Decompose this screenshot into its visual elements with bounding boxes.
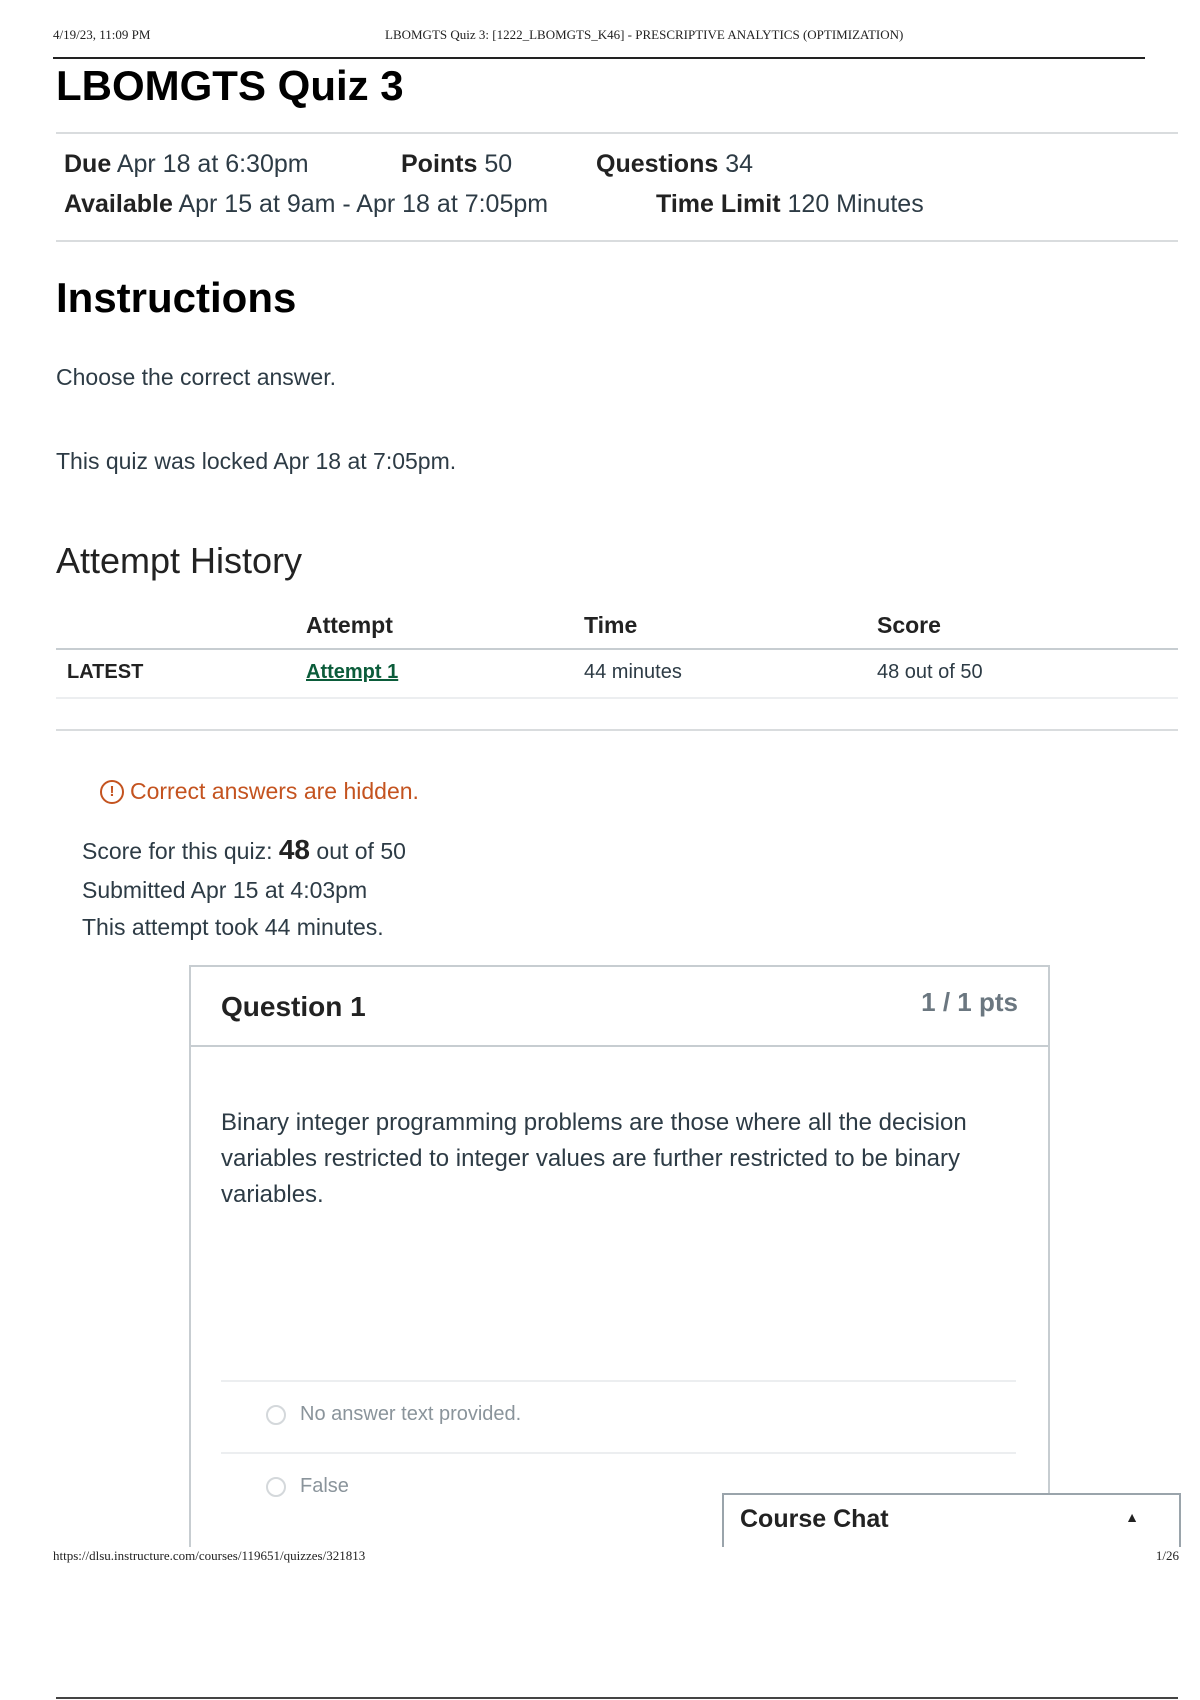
- time-limit-detail: [656, 190, 924, 219]
- radio-button-icon[interactable]: [266, 1477, 286, 1497]
- attempt-time: 44 minutes: [584, 661, 682, 683]
- table-row-rule: [56, 697, 1178, 699]
- question-title: Question 1: [221, 991, 366, 1022]
- submitted-text: Submitted Apr 15 at 4:03pm: [82, 877, 368, 903]
- print-doc-title: LBOMGTS Quiz 3: [1222_LBOMGTS_K46] - PRESCRIPTIVE ANALYTICS (OPTIMIZATION): [385, 27, 904, 42]
- print-header: [53, 27, 1145, 59]
- column-header-time: Time: [584, 612, 638, 638]
- questions-label: Questions: [596, 150, 719, 178]
- points-value: 50: [484, 150, 513, 178]
- answer-label: No answer text provided.: [300, 1403, 522, 1425]
- divider: [56, 240, 1178, 242]
- page-title: LBOMGTS Quiz 3: [56, 62, 404, 109]
- answer-divider: [221, 1380, 1016, 1382]
- instructions-text: Choose the correct answer.: [56, 364, 336, 390]
- available-label: Available: [64, 190, 173, 218]
- score-prefix: Score for this quiz:: [82, 838, 273, 864]
- latest-label: LATEST: [67, 661, 144, 683]
- questions-value: 34: [725, 150, 754, 178]
- question-header: [191, 967, 1048, 1047]
- due-label: Due: [64, 150, 112, 178]
- caret-up-icon[interactable]: ▲: [1125, 1509, 1139, 1525]
- radio-button-icon[interactable]: [266, 1405, 286, 1425]
- quiz-score: [82, 834, 406, 866]
- score-value: 48: [278, 834, 311, 865]
- course-chat-label: Course Chat: [740, 1505, 889, 1533]
- table-header-rule: [56, 648, 1178, 650]
- question-text: Binary integer programming problems are those where all the decision variables restricted to integer values are further restricted to be binary variables.: [221, 1109, 967, 1208]
- quiz-details-row-1: [64, 150, 309, 179]
- print-page-number: 1/26: [1155, 1548, 1179, 1563]
- divider: [56, 132, 1178, 134]
- answer-option[interactable]: [266, 1475, 349, 1498]
- notice-text: Correct answers are hidden.: [130, 778, 419, 804]
- locked-text: This quiz was locked Apr 18 at 7:05pm.: [56, 448, 457, 474]
- print-url: https://dlsu.instructure.com/courses/119651/quizzes/321813: [53, 1548, 366, 1563]
- column-header-score: Score: [877, 612, 941, 638]
- divider: [56, 729, 1178, 731]
- question-points: 1 / 1 pts: [921, 987, 1018, 1017]
- answer-option[interactable]: [266, 1403, 521, 1426]
- questions-detail: [596, 150, 753, 179]
- duration-text: This attempt took 44 minutes.: [82, 914, 384, 940]
- column-header-attempt: Attempt: [306, 612, 393, 638]
- available-detail: [64, 190, 548, 219]
- course-chat-bar[interactable]: [722, 1493, 1181, 1547]
- instructions-heading: Instructions: [56, 274, 297, 321]
- answer-divider: [221, 1452, 1016, 1454]
- attempt-history-heading: Attempt History: [56, 540, 303, 581]
- print-date: 4/19/23, 11:09 PM: [53, 27, 151, 42]
- score-suffix: out of 50: [316, 838, 406, 864]
- attempt-score: 48 out of 50: [877, 661, 983, 683]
- bottom-rule: [56, 1697, 1178, 1699]
- question-card: [189, 965, 1050, 1547]
- answer-label: False: [300, 1475, 349, 1497]
- hidden-answers-notice: [100, 778, 419, 805]
- points-detail: [401, 150, 512, 179]
- available-value: Apr 15 at 9am - Apr 18 at 7:05pm: [178, 190, 549, 218]
- due-value: Apr 18 at 6:30pm: [116, 150, 309, 178]
- time-limit-label: Time Limit: [656, 190, 781, 218]
- points-label: Points: [401, 150, 478, 178]
- attempt-1-link[interactable]: Attempt 1: [306, 661, 399, 683]
- warning-icon: !: [100, 780, 124, 804]
- time-limit-value: 120 Minutes: [787, 190, 924, 218]
